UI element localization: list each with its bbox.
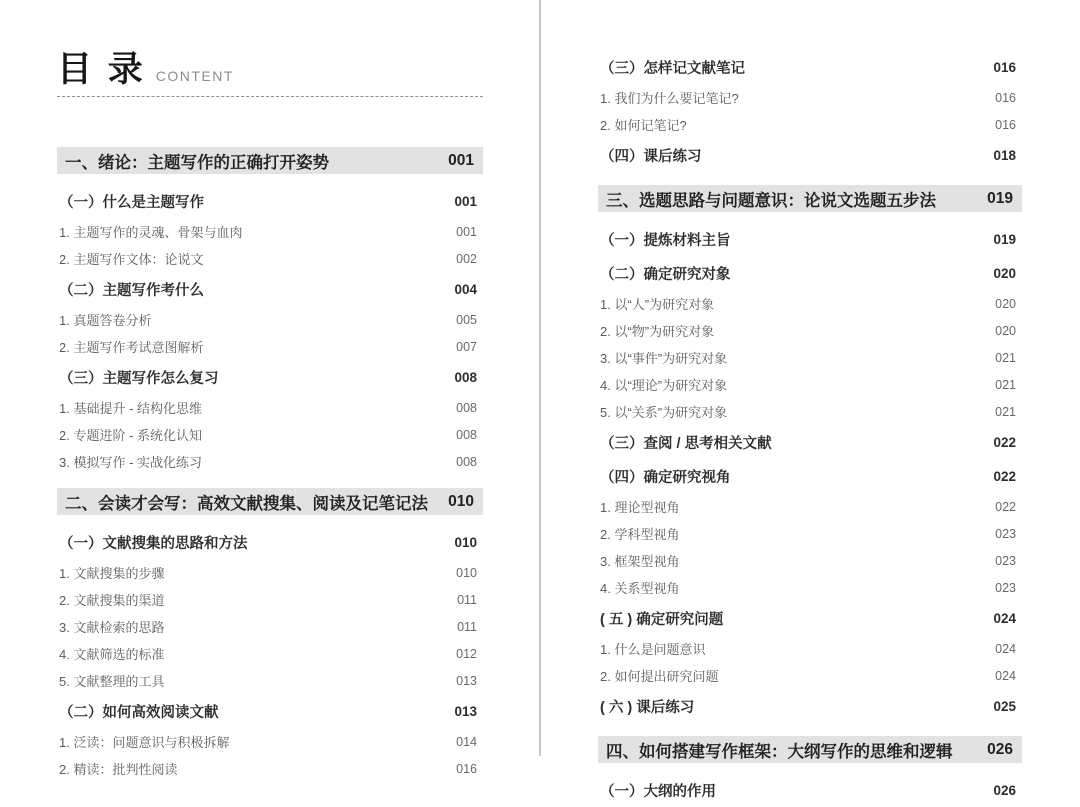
toc-page-number: 001 — [456, 224, 477, 239]
toc-label: （二）主题写作考什么 — [59, 283, 204, 299]
toc-subheading — [598, 773, 1022, 807]
toc-title: 目 录 — [57, 50, 146, 89]
toc-page-number: 011 — [457, 619, 477, 634]
toc-label: 2. 主题写作文体：论说文 — [59, 252, 204, 267]
toc-label: ( 六 ) 课后练习 — [600, 700, 695, 716]
toc-page-number: 026 — [993, 783, 1016, 798]
toc-entry — [598, 371, 1022, 398]
toc-label: （四）课后练习 — [600, 149, 702, 165]
toc-label: ( 五 ) 确定研究问题 — [600, 612, 724, 628]
toc-label: 2. 文献搜集的渠道 — [59, 593, 165, 608]
toc-entry — [598, 290, 1022, 317]
toc-label: 2. 以“物”为研究对象 — [600, 324, 715, 339]
toc-entry — [57, 728, 483, 755]
toc-subheading — [598, 459, 1022, 493]
toc-section-bar — [57, 147, 483, 174]
toc-entry — [57, 245, 483, 272]
toc-subheading — [57, 272, 483, 306]
toc-page-number: 016 — [456, 761, 477, 776]
toc-entry — [598, 317, 1022, 344]
toc-title-block — [57, 52, 483, 97]
toc-label: 2. 如何记笔记? — [600, 118, 687, 133]
toc-page-number: 008 — [456, 454, 477, 469]
toc-page-number: 022 — [993, 469, 1016, 484]
toc-page-number: 016 — [995, 90, 1016, 105]
toc-page-number: 014 — [456, 734, 477, 749]
toc-label: 5. 以“关系”为研究对象 — [600, 405, 728, 420]
toc-label: 2. 如何提出研究问题 — [600, 669, 719, 684]
toc-subheading — [598, 222, 1022, 256]
toc-section-bar — [598, 736, 1022, 763]
toc-label: 4. 以“理论”为研究对象 — [600, 378, 728, 393]
toc-label: 2. 专题进阶 - 系统化认知 — [59, 428, 203, 443]
toc-entry — [57, 421, 483, 448]
toc-entry — [57, 333, 483, 360]
toc-entry — [57, 448, 483, 475]
toc-entry — [598, 520, 1022, 547]
toc-page-number: 026 — [987, 740, 1013, 758]
toc-entry — [598, 547, 1022, 574]
toc-section-bar — [598, 185, 1022, 212]
toc-entry — [57, 306, 483, 333]
toc-page-number: 024 — [995, 668, 1016, 683]
toc-label: 3. 模拟写作 - 实战化练习 — [59, 455, 203, 470]
toc-label: 四、如何搭建写作框架：大纲写作的思维和逻辑 — [606, 742, 953, 761]
toc-label: （三）查阅 / 思考相关文献 — [600, 436, 772, 452]
toc-page-number: 023 — [995, 526, 1016, 541]
toc-page-number: 020 — [995, 296, 1016, 311]
right-column-rows — [598, 0, 1022, 807]
toc-subheading — [598, 256, 1022, 290]
toc-page-number: 016 — [993, 60, 1016, 75]
toc-entry — [598, 84, 1022, 111]
toc-entry — [598, 344, 1022, 371]
toc-page-number: 022 — [995, 499, 1016, 514]
toc-subheading — [57, 184, 483, 218]
toc-page-number: 001 — [448, 151, 474, 169]
toc-label: 4. 关系型视角 — [600, 581, 680, 596]
toc-page-number: 024 — [995, 641, 1016, 656]
toc-page-number: 004 — [454, 282, 477, 297]
toc-page-number: 022 — [993, 435, 1016, 450]
toc-subheading — [598, 425, 1022, 459]
toc-page-number: 013 — [456, 673, 477, 688]
toc-title-en: CONTENT — [155, 68, 234, 84]
toc-page-number: 002 — [456, 251, 477, 266]
toc-section-bar — [57, 488, 483, 515]
toc-entry — [598, 398, 1022, 425]
toc-subheading — [598, 50, 1022, 84]
toc-label: （一）提炼材料主旨 — [600, 233, 731, 249]
toc-page-number: 019 — [993, 232, 1016, 247]
toc-page-number: 023 — [995, 580, 1016, 595]
left-column-rows — [57, 147, 483, 782]
left-page-column — [57, 0, 483, 782]
toc-label: 3. 以“事件”为研究对象 — [600, 351, 728, 366]
toc-page-number: 012 — [456, 646, 477, 661]
toc-page-number: 013 — [454, 704, 477, 719]
toc-page-number: 019 — [987, 189, 1013, 207]
toc-entry — [57, 394, 483, 421]
toc-label: （二）确定研究对象 — [600, 267, 731, 283]
toc-label: 1. 理论型视角 — [600, 500, 680, 515]
toc-label: （一）什么是主题写作 — [59, 195, 204, 211]
toc-entry — [57, 755, 483, 782]
toc-entry — [57, 667, 483, 694]
toc-label: 1. 基础提升 - 结构化思维 — [59, 401, 203, 416]
toc-label: 1. 什么是问题意识 — [600, 642, 706, 657]
toc-page-number: 024 — [993, 611, 1016, 626]
toc-entry — [57, 218, 483, 245]
toc-page-number: 018 — [993, 148, 1016, 163]
toc-label: 1. 以“人”为研究对象 — [600, 297, 715, 312]
page-center-divider — [539, 0, 541, 756]
toc-page-number: 010 — [448, 492, 474, 510]
toc-label: 3. 框架型视角 — [600, 554, 680, 569]
toc-page-number: 021 — [995, 350, 1016, 365]
toc-label: 1. 文献搜集的步骤 — [59, 566, 165, 581]
toc-page-number: 001 — [454, 194, 477, 209]
toc-entry — [598, 111, 1022, 138]
toc-page-number: 007 — [456, 339, 477, 354]
toc-entry — [57, 559, 483, 586]
toc-page-number: 020 — [995, 323, 1016, 338]
toc-label: 2. 精读：批判性阅读 — [59, 762, 178, 777]
toc-label: 二、会读才会写：高效文献搜集、阅读及记笔记法 — [65, 494, 428, 513]
toc-entry — [598, 662, 1022, 689]
toc-label: （一）大纲的作用 — [600, 784, 716, 800]
toc-label: 4. 文献筛选的标准 — [59, 647, 165, 662]
toc-label: 一、绪论：主题写作的正确打开姿势 — [65, 153, 329, 172]
toc-label: 1. 泛读：问题意识与积极拆解 — [59, 735, 230, 750]
toc-page-number: 021 — [995, 404, 1016, 419]
toc-subheading — [598, 601, 1022, 635]
toc-label: （四）确定研究视角 — [600, 470, 731, 486]
toc-label: 1. 真题答卷分析 — [59, 313, 152, 328]
toc-entry — [57, 640, 483, 667]
toc-entry — [598, 635, 1022, 662]
toc-label: （三）怎样记文献笔记 — [600, 61, 745, 77]
toc-page-number: 011 — [457, 592, 477, 607]
toc-label: 1. 我们为什么要记笔记? — [600, 91, 739, 106]
toc-subheading — [598, 138, 1022, 172]
toc-page-number: 025 — [993, 699, 1016, 714]
toc-label: 2. 学科型视角 — [600, 527, 680, 542]
toc-entry — [598, 493, 1022, 520]
toc-subheading — [57, 694, 483, 728]
toc-page-number: 021 — [995, 377, 1016, 392]
toc-label: 3. 文献检索的思路 — [59, 620, 165, 635]
toc-page-number: 020 — [993, 266, 1016, 281]
toc-entry — [57, 613, 483, 640]
toc-label: （三）主题写作怎么复习 — [59, 371, 219, 387]
toc-subheading — [57, 360, 483, 394]
toc-label: 5. 文献整理的工具 — [59, 674, 165, 689]
toc-subheading — [57, 525, 483, 559]
toc-label: （一）文献搜集的思路和方法 — [59, 536, 248, 552]
toc-label: （二）如何高效阅读文献 — [59, 705, 219, 721]
toc-entry — [57, 586, 483, 613]
toc-page-number: 008 — [456, 427, 477, 442]
toc-page-number: 008 — [454, 370, 477, 385]
toc-page-number: 008 — [456, 400, 477, 415]
toc-label: 2. 主题写作考试意图解析 — [59, 340, 204, 355]
toc-label: 1. 主题写作的灵魂、骨架与血肉 — [59, 225, 243, 240]
toc-page-number: 023 — [995, 553, 1016, 568]
toc-entry — [598, 574, 1022, 601]
toc-subheading — [598, 689, 1022, 723]
right-page-column — [598, 0, 1022, 807]
toc-label: 三、选题思路与问题意识：论说文选题五步法 — [606, 191, 936, 210]
toc-page-number: 010 — [454, 535, 477, 550]
toc-page-number: 010 — [456, 565, 477, 580]
toc-page-number: 005 — [456, 312, 477, 327]
toc-page-number: 016 — [995, 117, 1016, 132]
